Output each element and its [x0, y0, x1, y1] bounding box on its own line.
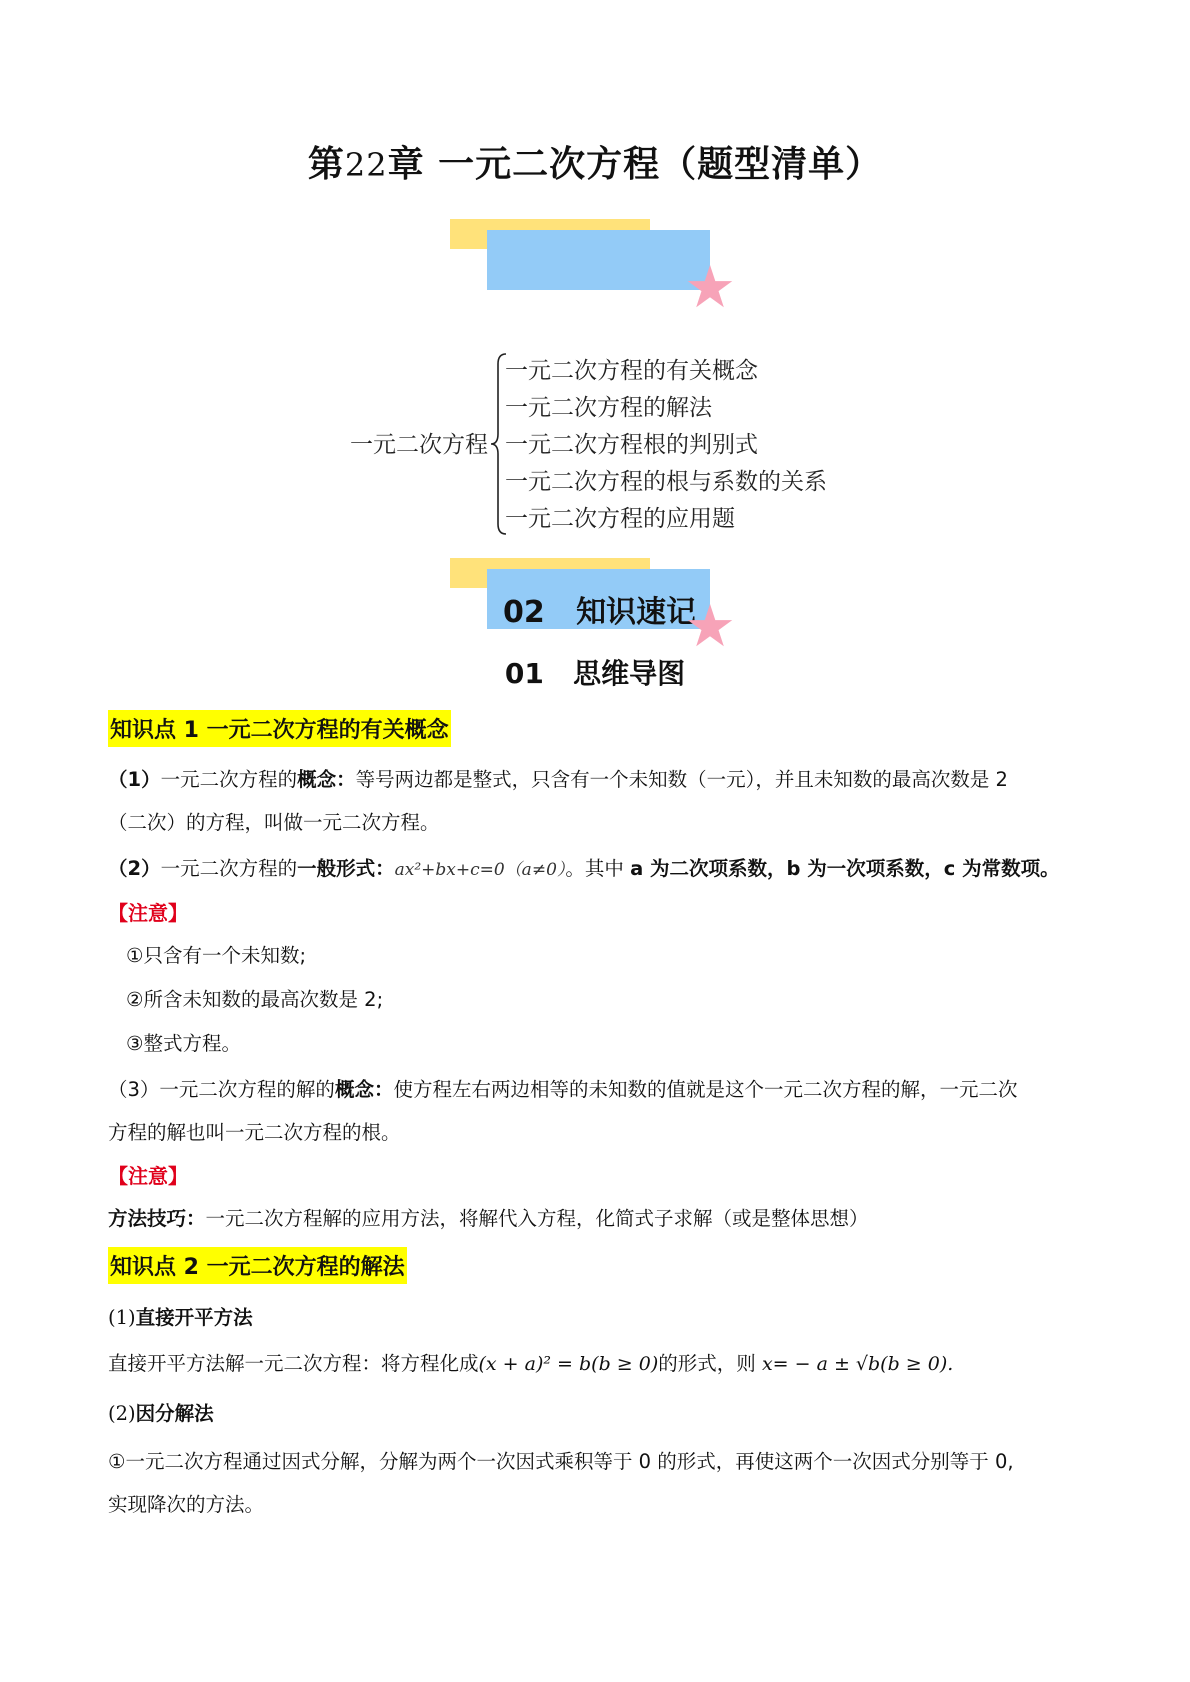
note-item: ①只含有一个未知数; [126, 944, 307, 967]
decor-blue-bar [487, 230, 710, 290]
method-heading: (2)因分解法 [108, 1402, 214, 1425]
mindmap-item: 一元二次方程根的判别式 [505, 432, 758, 458]
mindmap-item: 一元二次方程的根与系数的关系 [505, 469, 827, 495]
star-icon: ★ [684, 253, 736, 321]
mindmap-item: 一元二次方程的解法 [505, 395, 712, 421]
paragraph-line: （二次）的方程，叫做一元二次方程。 [108, 811, 440, 834]
paragraph-line: 方程的解也叫一元二次方程的根。 [108, 1121, 401, 1144]
method-heading: (1)直接开平方法 [108, 1306, 253, 1329]
mindmap-item: 一元二次方程的应用题 [505, 506, 735, 532]
note-item: ②所含未知数的最高次数是 2; [126, 988, 384, 1011]
mindmap-root: 一元二次方程 [350, 432, 488, 458]
tip-line: 方法技巧：一元二次方程解的应用方法，将解代入方程，化简式子求解（或是整体思想） [108, 1207, 869, 1230]
method-line: ①一元二次方程通过因式分解，分解为两个一次因式乘积等于 0 的形式，再使这两个一次因式分别等于 0, [108, 1450, 1014, 1473]
note-label: 【注意】 [108, 1164, 188, 1188]
paragraph-line: （2）一元二次方程的一般形式：ax²+bx+c=0（a≠0）。其中 a 为二次项系数，b 为一次项系数，c 为常数项。 [108, 857, 1060, 880]
page-title: 第22章 一元二次方程（题型清单） [307, 144, 883, 185]
paragraph-line: （3）一元二次方程的解的概念：使方程左右两边相等的未知数的值就是这个一元二次方程的解，一元二次 [108, 1078, 1018, 1101]
knowledge-point-heading: 知识点 2 一元二次方程的解法 [108, 1247, 407, 1284]
section-subheading: 01 思维导图 [504, 657, 686, 690]
method-line: 实现降次的方法。 [108, 1493, 265, 1516]
star-icon: ★ [684, 592, 736, 660]
mindmap-item: 一元二次方程的有关概念 [505, 358, 758, 384]
method-line: 直接开平方法解一元二次方程：将方程化成(x + a)² = b(b ≥ 0)的形式，则 x= − a ± √b(b ≥ 0). [108, 1352, 954, 1375]
knowledge-point-heading: 知识点 1 一元二次方程的有关概念 [108, 710, 451, 747]
note-item: ③整式方程。 [126, 1032, 241, 1055]
note-label: 【注意】 [108, 901, 188, 925]
section-banner-title: 02 知识速记 [503, 595, 697, 630]
paragraph-line: （1）一元二次方程的概念：等号两边都是整式，只含有一个未知数（一元），并且未知数的最高次数是 2 [108, 768, 1008, 791]
